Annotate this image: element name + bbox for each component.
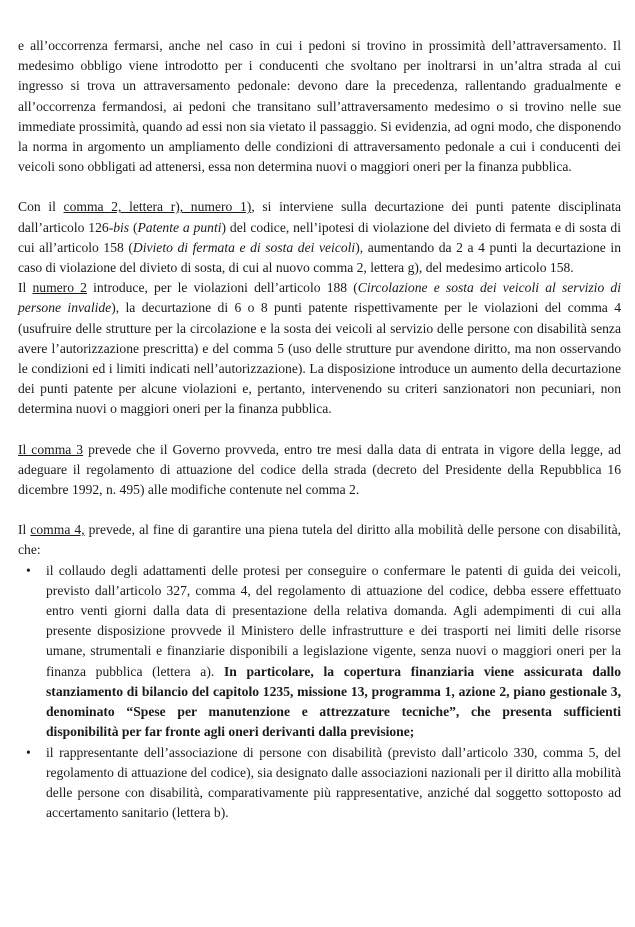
paragraph-pedestrian-crossing: e all’occorrenza fermarsi, anche nel caso in cui i pedoni si trovino in prossimità dell’attraversamento. Il medesimo obbligo viene introdotto per i conducenti che svoltano per inoltrarsi in un’altra strada al cui ingresso si trova un attraversamento pedonale: devono dare la precedenza, rallentando gradualmente e all’occorrenza fermandosi, ai pedoni che transitano sull’attraversamento medesimo o si trovino nelle sue immediate prossimità, quando ad essi non sia vietato il passaggio. Si evidenzia, ad ogni modo, che disponendo la norma in argomento un ampliamento delle condizioni di attraversamento pedonale a cui i conducenti dei veicoli sono obbligati ad attenersi, essa non determina nuovi o maggiori oneri per la finanza pubblica. xyxy=(18,38,621,175)
paragraph-comma-2-numero-1 xyxy=(18,197,621,278)
reference-comma-4: comma 4, xyxy=(30,522,85,538)
reference-comma-2-lettera-r-numero-1: comma 2, lettera r), numero 1) xyxy=(63,199,252,215)
paragraph-numero-2 xyxy=(18,278,621,419)
text-span: ), aumentando da 2 a 4 punti la decurtazione in caso di violazione del divieto di sosta, di cui al nuovo comma 2, lettera g), del medesimo articolo 158. xyxy=(18,239,621,276)
text-span: ), la decurtazione di 6 o 8 punti patente rispettivamente per le violazioni del comma 4 (usufruire delle strutture per la circolazione e la sosta dei veicoli al servizio delle persone con disabilità senza avere l’autorizzazione prescritta) e del comma 5 (uso delle strutture pur avendone diritto, ma non osservando le condizioni ed i limiti indicati nell’autorizzazione). La disposizione introduce un aumento della decurtazione dei punti patente per alcune violazioni e, pertanto, intervenendo su criteri sanzionatori non pecuniari, non determina nuovi o maggiori oneri per la finanza pubblica. xyxy=(18,300,621,417)
text-span: Con il xyxy=(18,199,64,215)
reference-numero-2: numero 2 xyxy=(32,280,87,296)
text-span: prevede, al fine di garantire una piena tutela del diritto alla mobilità delle persone con disabilità, che: xyxy=(18,522,622,558)
bullet-icon: • xyxy=(26,562,31,578)
italic-bis: bis xyxy=(113,219,130,235)
text-span: il rappresentante dell’associazione di persone con disabilità (previsto dall’articolo 330, comma 5, del regolamento di attuazione del codice), sia designato dalle associazioni nazionali per il diritto alla mobilità delle persone con disabilità, comparativamente più rappresentative, anziché dal soggetto sottoposto ad accertamento sanitario (lettera b). xyxy=(46,744,621,821)
italic-divieto-di-fermata: Divieto di fermata e di sosta dei veicoli xyxy=(132,239,356,255)
text-span: , si interviene sulla decurtazione dei punti patente disciplinata dall’articolo 126- xyxy=(18,199,622,235)
text-span: Il xyxy=(18,522,31,538)
text-span: ) del codice, nell’ipotesi di violazione del divieto di fermata e di sosta di cui all’articolo 158 ( xyxy=(18,219,621,255)
paragraph-comma-4 xyxy=(18,520,621,560)
bullet-list xyxy=(18,561,621,824)
text-span: prevede che il Governo provveda, entro tre mesi dalla data di entrata in vigore della legge, ad adeguare il regolamento di attuazione del codice della strada (decreto del Presidente della Repubblica 16 dicembre 1992, n. 495) alle modifiche contenute nel comma 2. xyxy=(18,441,621,498)
list-item xyxy=(18,561,621,743)
italic-circolazione-e-sosta: Circolazione e sosta dei veicoli al servizio di persone invalide xyxy=(18,280,621,316)
bullet-icon: • xyxy=(26,744,31,760)
bold-copertura-finanziaria: In particolare, la copertura finanziaria viene assicurata dallo stanziamento di bilancio del capitolo 1235, missione 13, programma 1, azione 2, piano gestionale 3, denominato “Spese per manutenzione e attrezzature tecniche”, che presenta sufficienti disponibilità per far fronte agli oneri derivanti dalla previsione; xyxy=(46,663,621,740)
text-span: ( xyxy=(129,219,138,235)
list-item xyxy=(18,743,621,824)
text-span: il collaudo degli adattamenti delle protesi per conseguire o confermare le patenti di guida dei veicoli, previsto dall’articolo 327, comma 4, del regolamento di attuazione del codice, debba essere effettuato entro venti giorni dalla data di presentazione della relativa domanda. Agli adempimenti di cui alla presente disposizione provvede il Ministero delle infrastrutture e dei trasporti nei limiti delle risorse umane, strumentali e finanziarie disponibili a legislazione vigente, senza nuovi o maggiori oneri per la finanza pubblica (lettera a). xyxy=(46,562,621,679)
reference-comma-3: Il comma 3 xyxy=(18,441,84,457)
italic-patente-a-punti: Patente a punti xyxy=(137,219,222,235)
paragraph-comma-3 xyxy=(18,440,621,501)
text-span: Il xyxy=(18,280,33,296)
text-span: introduce, per le violazioni dell’articolo 188 ( xyxy=(86,280,358,296)
